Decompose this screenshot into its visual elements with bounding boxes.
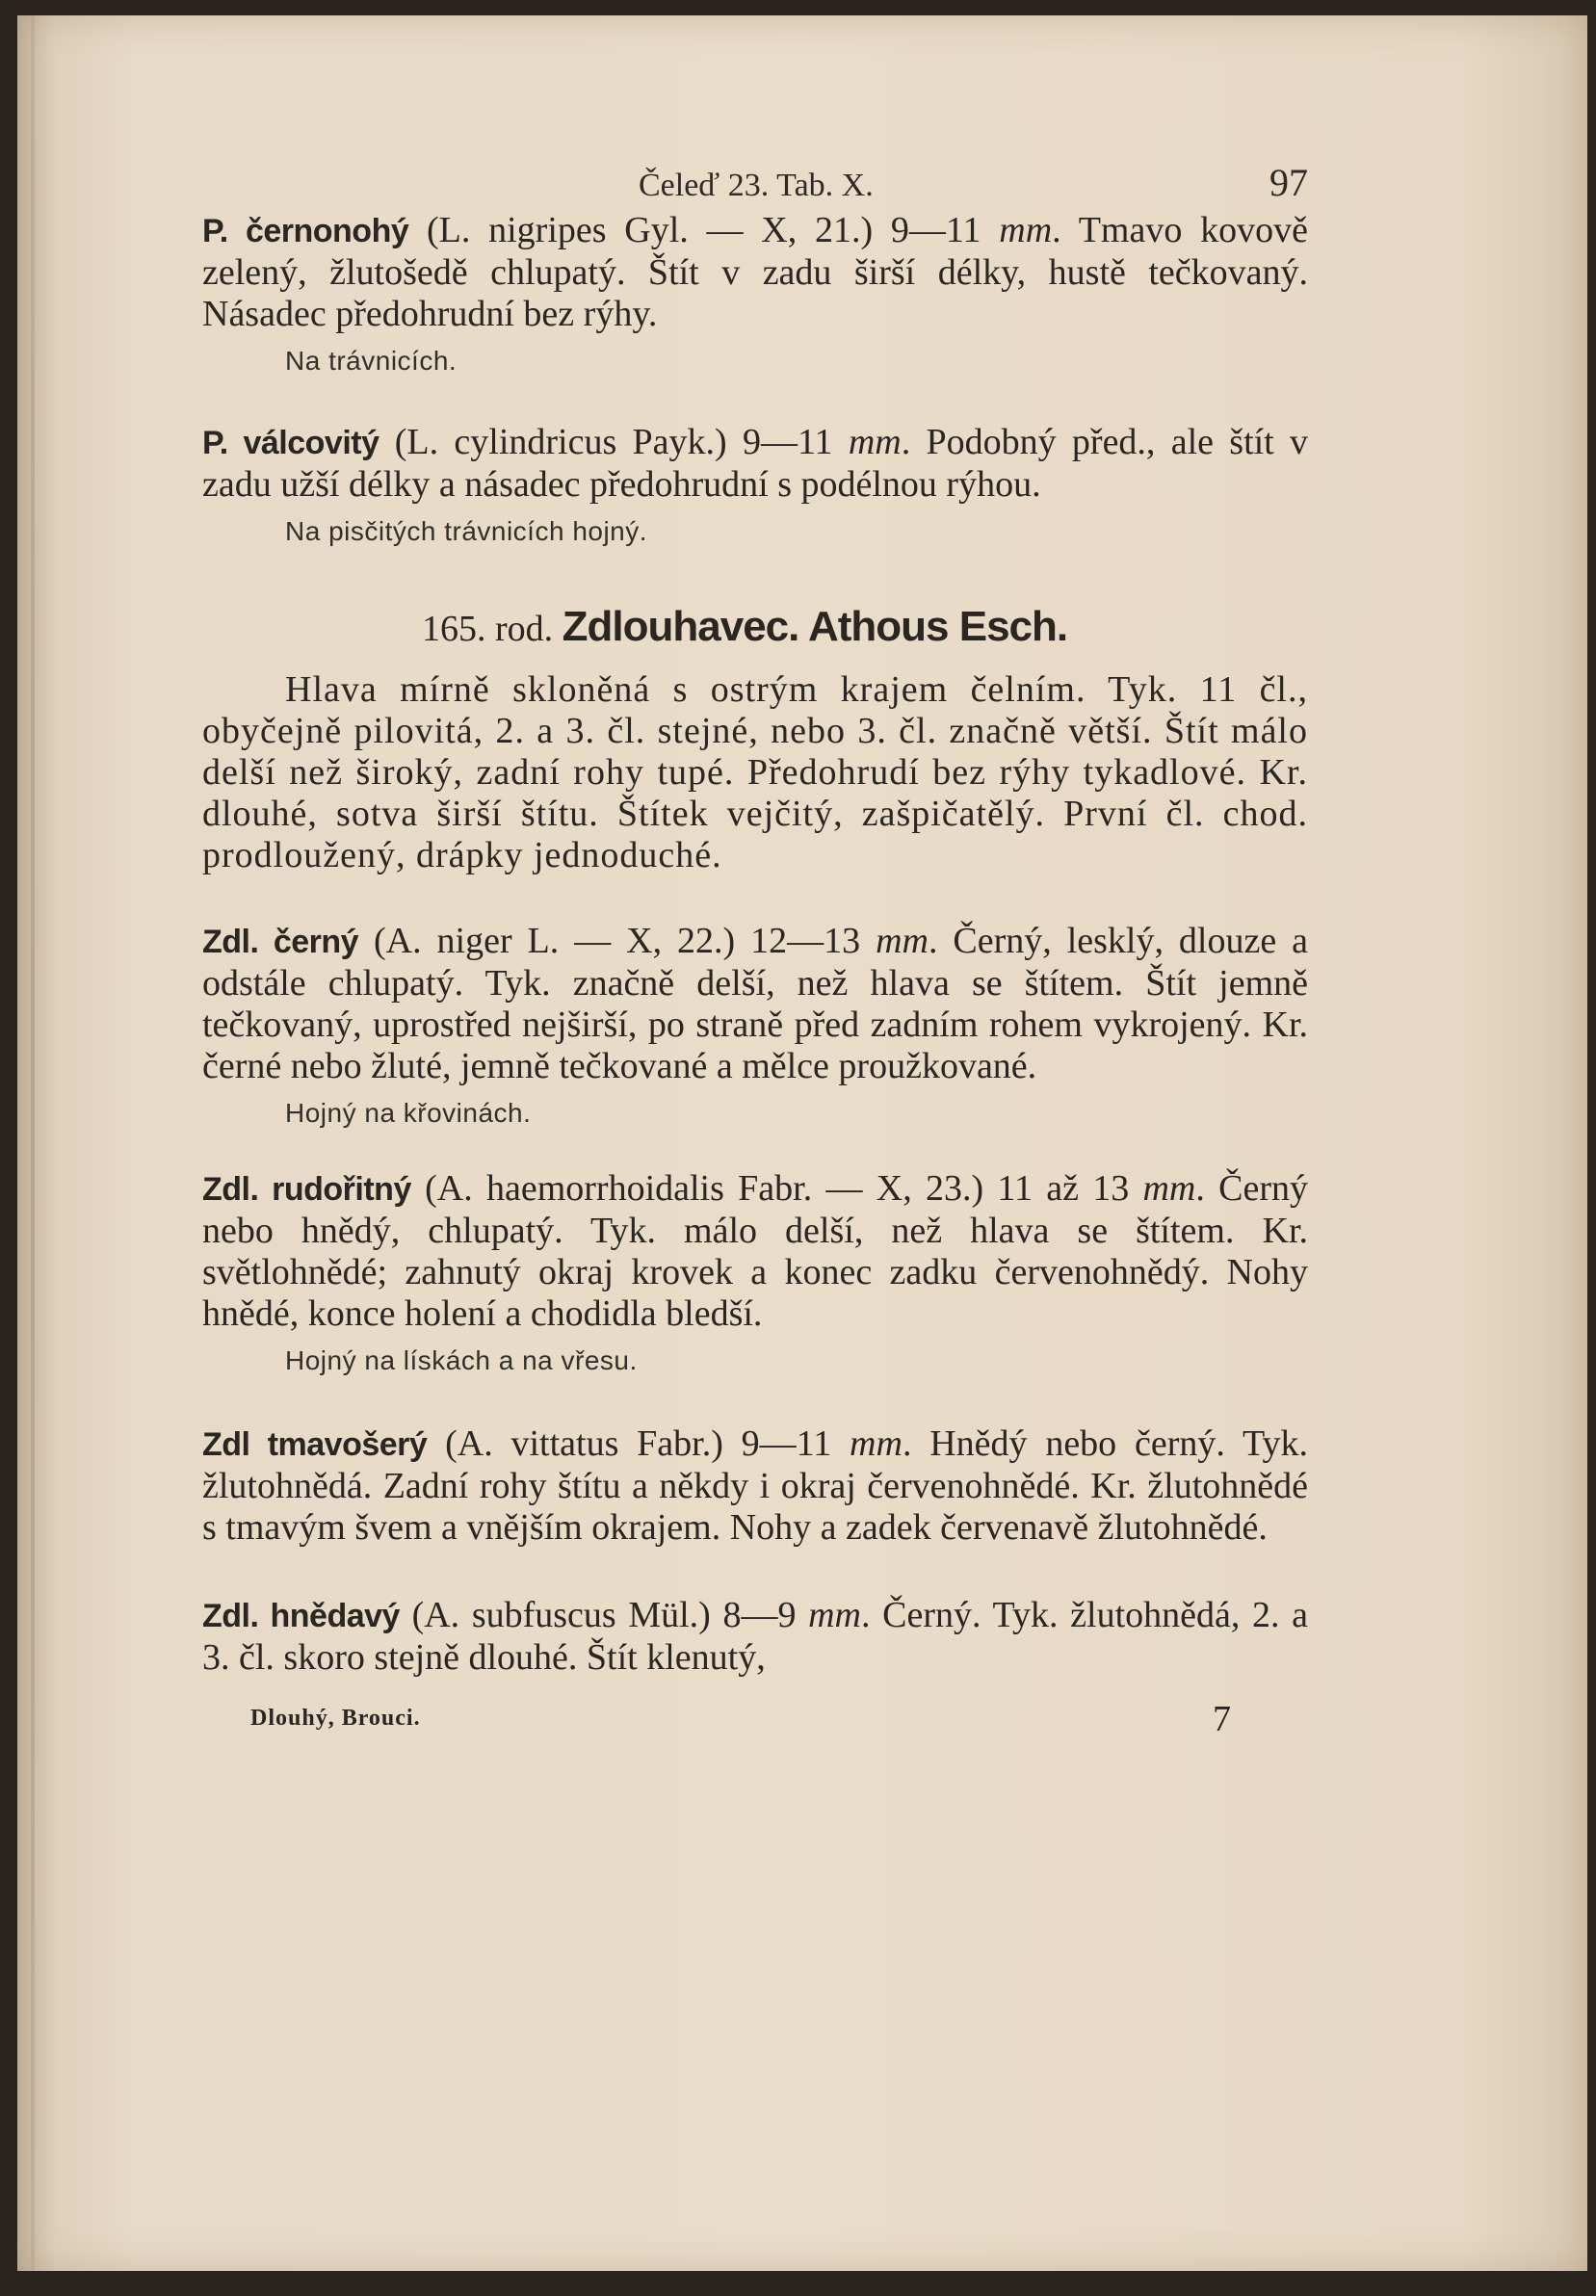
species-habitat: Na pisčitých trávnicích hojný. <box>285 516 648 546</box>
species-description: Zdl. hnědavý (A. subfuscus Mül.) 8—9 mm. Černý. Tyk. žlutohnědá, 2. a 3. čl. skoro stejně dlouhé. Štít klenutý, <box>202 1595 1308 1678</box>
species-habitat: Na trávnicích. <box>285 346 458 376</box>
page-footer <box>202 1698 1308 1739</box>
species-description: P. válcovitý (L. cylindricus Payk.) 9—11 mm. Podobný před., ale štít v zadu užší délky a násadec předohrudní s podélnou rýhou. <box>202 422 1309 505</box>
species-entry <box>202 210 1308 378</box>
page-number: 97 <box>1269 161 1308 204</box>
species-name: Zdl tmavošerý <box>202 1426 428 1463</box>
species-name: Zdl. rudořitný <box>202 1171 411 1208</box>
running-title: Čeleď 23. Tab. X. <box>639 168 874 203</box>
species-entry <box>202 1168 1308 1377</box>
species-entry <box>202 921 1308 1130</box>
species-habitat: Hojný na křovinách. <box>285 1098 532 1128</box>
species-description: Zdl tmavošerý (A. vittatus Fabr.) 9—11 mm. Hnědý nebo černý. Tyk. žlutohnědá. Zadní rohy štítu a někdy i okraj červenohnědé. Kr. žlutohnědé s tmavým švem a vnějším okrajem. Nohy a zadek červenavě žlutohnědé. <box>202 1423 1309 1548</box>
genus-heading <box>202 604 1308 652</box>
genus-name: Zdlouhavec. Athous Esch. <box>562 603 1068 650</box>
species-name: P. válcovitý <box>202 425 379 461</box>
page-gutter-edge <box>31 15 35 2271</box>
species-entry <box>202 422 1308 548</box>
species-description: P. černonohý (L. nigripes Gyl. — X, 21.) 9—11 mm. Tmavo kovově zelený, žlutošedě chlupatý. Štít v zadu širší délky, hustě tečkovaný. Násadec předohrudní bez rýhy. <box>202 210 1308 334</box>
genus-description: Hlava mírně skloněná s ostrým krajem čelním. Tyk. 11 čl., obyčejně pilovitá, 2. a 3. čl. stejné, nebo 3. čl. značně větší. Štít málo delší než široký, zadní rohy tupé. Předohrudí bez rýhy tykadlové. Kr. dlouhé, sotva širší štítu. Štítek vejčitý, zašpičatělý. První čl. chod. prodloužený, drápky jednoduché. <box>202 669 1308 875</box>
species-description: Zdl. černý (A. niger L. — X, 22.) 12—13 mm. Černý, lesklý, dlouze a odstále chlupatý. Tyk. značně delší, než hlava se štítem. Štít jemně tečkovaný, uprostřed nejširší, po straně před zadním rohem vykrojený. Kr. černé nebo žluté, jemně tečkované a mělce proužkované. <box>202 921 1309 1086</box>
book-page <box>17 15 1587 2271</box>
species-entry <box>202 1595 1308 1679</box>
signature-mark: Dlouhý, Brouci. <box>250 1706 421 1731</box>
species-description: Zdl. rudořitný (A. haemorrhoidalis Fabr. — X, 23.) 11 až 13 mm. Černý nebo hnědý, chlupatý. Tyk. málo delší, než hlava se štítem. Kr. světlohnědé; zahnutý okraj krovek a konec zadku červenohnědý. Nohy hnědé, konce holení a chodidla bledší. <box>202 1168 1309 1334</box>
species-entry <box>202 1423 1308 1549</box>
genus-number: 165. rod. <box>422 609 554 649</box>
running-header <box>202 160 1308 210</box>
sheet-number: 7 <box>1213 1699 1231 1739</box>
page-text-block <box>202 160 1309 1739</box>
species-name: Zdl. hnědavý <box>202 1598 400 1634</box>
species-name: P. černonohý <box>202 213 409 249</box>
species-habitat: Hojný na lískách a na vřesu. <box>285 1345 638 1375</box>
species-name: Zdl. černý <box>202 924 359 960</box>
